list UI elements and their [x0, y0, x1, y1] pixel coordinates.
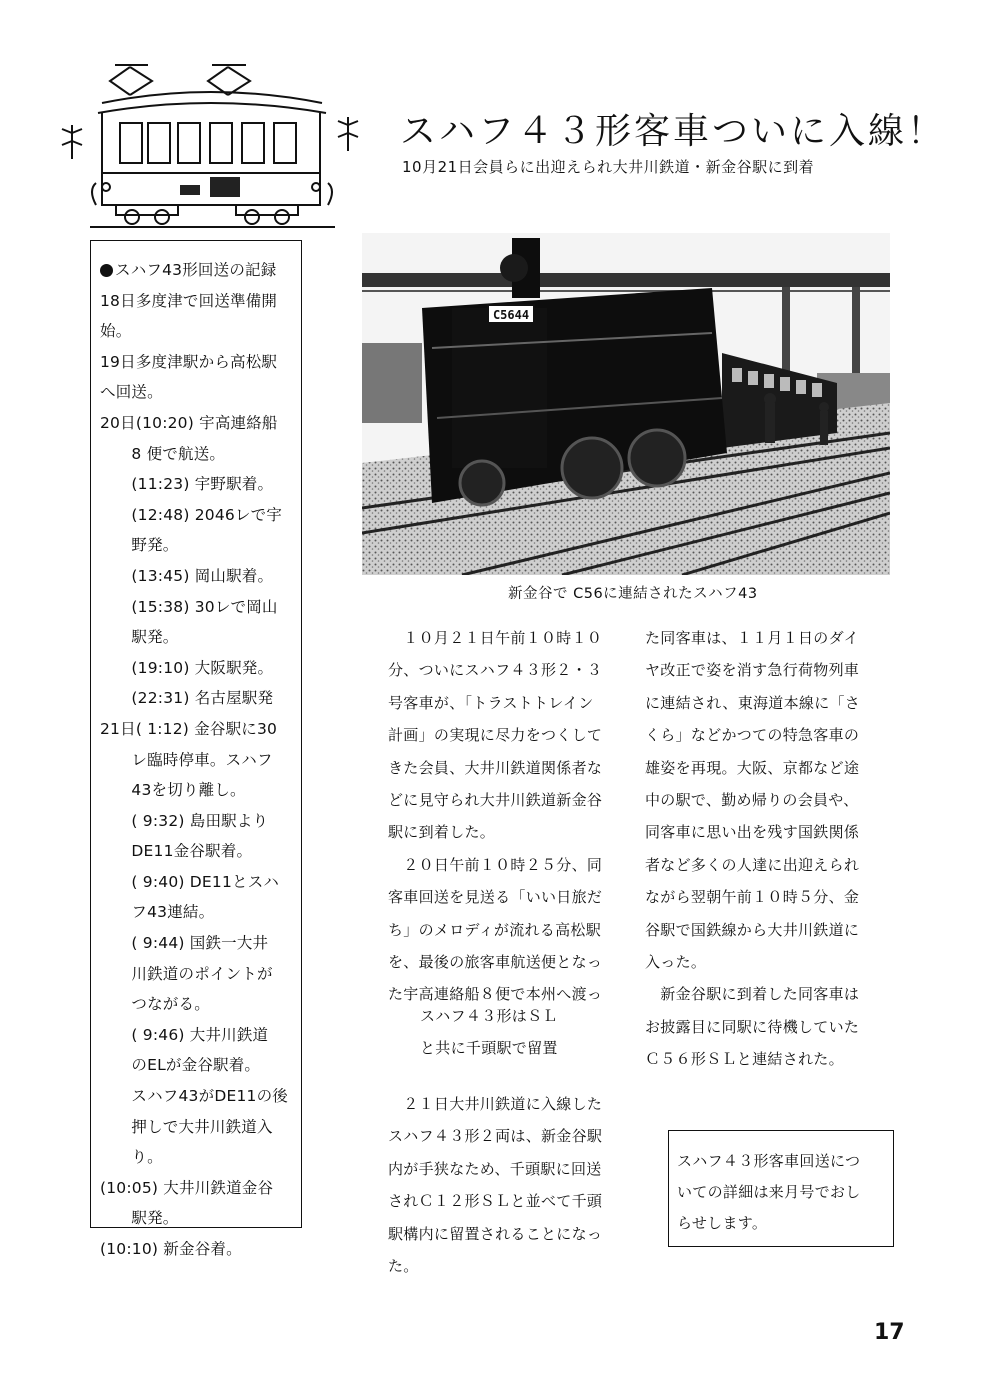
sidebar-line: DE11金谷駅着。 [100, 842, 253, 861]
sidebar-line: (11:23) 宇野駅着。 [100, 475, 274, 494]
page-number: 17 [874, 1320, 905, 1345]
article-line: ながら翌朝午前１０時５分、金 [645, 888, 860, 907]
article-line: 駅に到着した。 [388, 823, 496, 842]
sidebar-line: (13:45) 岡山駅着。 [100, 566, 274, 585]
article-line: 谷駅で国鉄線から大井川鉄道に [645, 920, 860, 939]
sidebar-heading-text: スハフ43形回送の記録 [115, 261, 277, 279]
article-line: を、最後の旅客車航送便となっ [388, 953, 603, 972]
sidebar-line: 川鉄道のポイントが [100, 964, 273, 983]
sidebar-line: (22:31) 名古屋駅発 [100, 689, 274, 708]
article-line: 計画」の実現に尽力をつくして [388, 726, 603, 745]
article-line: 駅構内に留置されることになっ [388, 1224, 603, 1243]
article-column-1-continued [388, 1088, 633, 1282]
note-box [668, 1130, 894, 1247]
sidebar-line: つながる。 [100, 995, 210, 1014]
article-line: どに見守られ大井川鉄道新金谷 [388, 791, 603, 810]
sidebar-line: フ43連結。 [100, 903, 215, 922]
sidebar-line: 押しで大井川鉄道入 [100, 1117, 273, 1136]
article-line: くら」などかつての特急客車の [645, 726, 860, 745]
sidebar-line: り。 [100, 1148, 163, 1167]
sidebar-line: 野発。 [100, 536, 179, 555]
sidebar-line: (10:10) 新金谷着。 [100, 1240, 242, 1258]
article-line: スハフ４３形２両は、新金谷駅 [388, 1127, 603, 1146]
article-line: 分、ついにスハフ４３形２・３ [388, 661, 603, 680]
article-title: スハフ４３形客車ついに入線！ [400, 111, 947, 152]
article-line: に連結され、東海道本線に「さ [645, 693, 861, 712]
article-line: １０月２１日午前１０時１０ [388, 629, 603, 647]
sidebar-heading [100, 255, 293, 286]
note-text [677, 1146, 887, 1239]
article-line: 客車回送を見送る「いい日旅だ [388, 888, 603, 907]
sidebar-line: (10:05) 大井川鉄道金谷 [100, 1178, 274, 1197]
sidebar-line: (15:38) 30レで岡山 [100, 597, 278, 616]
sidebar-line: レ臨時停車。スハフ [100, 750, 273, 769]
sidebar-line: ( 9:40) DE11とスハ [100, 872, 280, 891]
article-subtitle: 10月21日会員らに出迎えられ大井川鉄道・新金谷駅に到着 [402, 158, 815, 176]
sidebar-line: のELが金谷駅着。 [100, 1056, 261, 1075]
article-line: 者など多くの人達に出迎えられ [645, 855, 860, 874]
article-column-1 [388, 622, 633, 1011]
sidebar-line: 21日( 1:12) 金谷駅に30 [100, 719, 278, 738]
bullet-icon [100, 264, 113, 277]
note-line: らせします。 [677, 1214, 768, 1232]
article-column-2 [645, 622, 895, 1076]
sidebar-line: スハフ43がDE11の後 [100, 1087, 288, 1106]
photo-caption: 新金谷で C56に連結されたスハフ43 [508, 586, 758, 602]
article-line: ち」のメロディが流れる高松駅 [388, 920, 602, 939]
sidebar-timeline-box [90, 240, 302, 1258]
inset-line: スハフ４３形はＳＬ [420, 1007, 558, 1025]
tram-drawing [60, 55, 360, 240]
article-line: Ｃ５６形ＳＬと連結された。 [645, 1050, 844, 1069]
article-line: ２１日大井川鉄道に入線した [388, 1095, 603, 1113]
sidebar-line: 駅発。 [100, 628, 179, 647]
article-line: 入った。 [645, 953, 707, 972]
sidebar-line: 19日多度津駅から高松駅 [100, 352, 278, 371]
article-line: 中の駅で、勤め帰りの会員や、 [645, 791, 859, 810]
article-line: ヤ改正で姿を消す急行荷物列車 [645, 661, 860, 680]
article-line: 号客車が、「トラストトレイン [388, 693, 594, 712]
sidebar-line: 駅発。 [100, 1209, 179, 1228]
sidebar-line: (19:10) 大阪駅発。 [100, 658, 274, 677]
article-line: 新金谷駅に到着した同客車は [645, 985, 860, 1004]
sidebar-line: 20日(10:20) 宇高連絡船 [100, 413, 278, 432]
article-line: ２０日午前１０時２５分、同 [388, 855, 603, 874]
article-line: 内が手狭なため、千頭駅に回送 [388, 1159, 602, 1178]
sidebar-line: (12:48) 2046レで宇 [100, 505, 283, 524]
sidebar-line: ( 9:46) 大井川鉄道 [100, 1025, 269, 1044]
locomotive-plate: C5644 [492, 308, 530, 322]
tram-illustration [60, 55, 360, 240]
article-line: きた会員、大井川鉄道関係者な [388, 758, 603, 777]
sidebar-lines [100, 286, 293, 1265]
sidebar-line: 43を切り離し。 [100, 781, 246, 800]
article-line: た。 [388, 1257, 419, 1276]
article-line: 同客車に思い出を残す国鉄関係 [645, 823, 860, 842]
note-line: スハフ４３形客車回送につ [677, 1152, 861, 1170]
inset-line: と共に千頭駅で留置 [420, 1039, 558, 1058]
inset-subheading [420, 1000, 558, 1065]
article-line: されＣ１２形ＳＬと並べて千頭 [388, 1192, 603, 1211]
locomotive-image [362, 233, 890, 575]
article-line: 雄姿を再現。大阪、京都など途 [645, 758, 860, 777]
sidebar-line: 8 便で航送。 [100, 444, 226, 463]
sidebar-line: ( 9:44) 国鉄一大井 [100, 934, 269, 953]
article-line: た同客車は、１１月１日のダイ [645, 629, 859, 647]
sidebar-line: ( 9:32) 島田駅より [100, 811, 269, 830]
sidebar-line: へ回送。 [100, 383, 163, 402]
article-line: た宇高連絡船８便で本州へ渡っ [388, 985, 603, 1004]
note-line: いての詳細は来月号でおし [677, 1183, 861, 1201]
sidebar-line: 始。 [100, 322, 132, 341]
train-photo [362, 233, 890, 575]
article-line: お披露目に同駅に待機していた [645, 1017, 860, 1036]
sidebar-line: 18日多度津で回送準備開 [100, 291, 278, 310]
